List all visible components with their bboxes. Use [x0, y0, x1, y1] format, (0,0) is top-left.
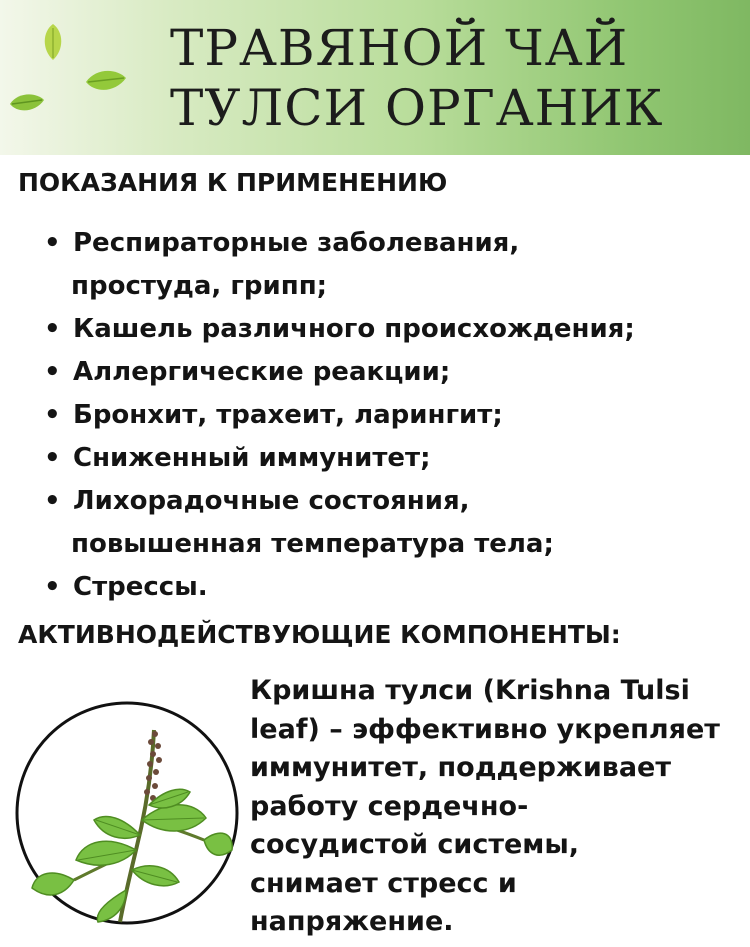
list-item-text: • Бронхит, трахеит, ларингит; [73, 400, 503, 430]
list-item [40, 308, 740, 351]
leaf-icon [84, 66, 128, 96]
description-line: напряжение. [250, 906, 454, 937]
leaf-icon [8, 90, 46, 116]
indications-list [40, 222, 740, 609]
title-banner [0, 0, 750, 155]
list-item [40, 394, 740, 437]
list-item-text: • Респираторные заболевания, [73, 228, 520, 258]
list-item [40, 222, 740, 308]
list-item-text: повышенная температура тела; [71, 529, 554, 559]
description-line: иммунитет, поддерживает [250, 752, 672, 783]
list-item-text: простуда, грипп; [71, 271, 328, 301]
list-item [40, 437, 740, 480]
list-item-text: • Сниженный иммунитет; [73, 443, 431, 473]
list-item-text: • Аллергические реакции; [73, 357, 451, 387]
description-line: Кришна тулси (Krishna Tulsi [250, 675, 690, 706]
list-item-text: • Лихорадочные состояния, [73, 486, 470, 516]
list-item-text: • Кашель различного происхождения; [73, 314, 635, 344]
tulsi-plant-icon [14, 700, 240, 926]
list-item [40, 480, 740, 566]
list-item [40, 351, 740, 394]
description-line: leaf) – эффективно укрепляет [250, 713, 720, 745]
component-description [250, 672, 745, 942]
indications-heading: ПОКАЗАНИЯ К ПРИМЕНЕНИЮ [18, 168, 448, 197]
description-line: снимает стресс и [250, 867, 517, 899]
leaf-icon [38, 22, 68, 62]
title-line: ТРАВЯНОЙ ЧАЙ [170, 19, 629, 77]
description-line: сосудистой системы, [250, 829, 580, 860]
title-line: ТУЛСИ ОРГАНИК [170, 79, 664, 137]
list-item [40, 566, 740, 609]
description-line: работу сердечно- [250, 790, 529, 822]
page-title [170, 18, 740, 138]
tulsi-plant-illustration [14, 700, 240, 926]
list-item-text: • Стрессы. [73, 572, 208, 602]
components-heading: АКТИВНОДЕЙСТВУЮЩИЕ КОМПОНЕНТЫ: [18, 620, 621, 649]
